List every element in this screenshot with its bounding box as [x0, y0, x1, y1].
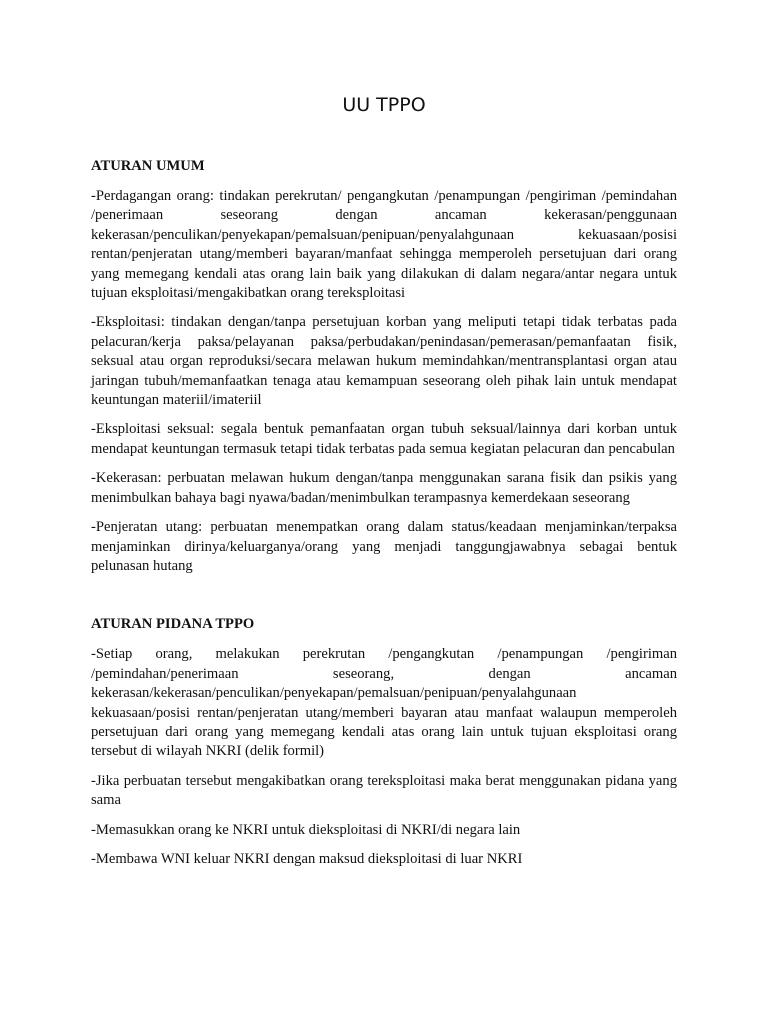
paragraph-setiap-orang: -Setiap orang, melakukan perekrutan /pengangkutan /penampungan /pengiriman /pemindahan/penerimaan seseorang, dengan ancaman kekerasan/kekerasan/penculikan/penyekapan/pemalsuan/penipuan/penyalahgunaan kekuasaan/posisi rentan/penjeratan utang/memberi bayaran atau manfaat walaupun memperoleh persetujuan dari orang yang memegang kendali atas orang lain untuk tujuan eksploitasi orang tersebut di wilayah NKRI (delik formil): [91, 646, 677, 760]
paragraph-eksploitasi-seksual: -Eksploitasi seksual: segala bentuk pemanfaatan organ tubuh seksual/lainnya dari korban untuk mendapat keuntungan termasuk tetapi tidak terbatas pada semua kegiatan pelacuran dan pencabulan: [91, 421, 677, 457]
section-aturan-pidana: [91, 615, 677, 869]
paragraph-memasukkan-orang: -Memasukkan orang ke NKRI untuk dieksploitasi di NKRI/di negara lain: [91, 821, 521, 838]
paragraph-akibat-eksploitasi: -Jika perbuatan tersebut mengakibatkan orang tereksploitasi maka berat menggunakan pidana yang sama: [91, 772, 677, 809]
section-spacer: [91, 586, 677, 615]
document-title: UU TPPO: [342, 94, 426, 116]
paragraph-eksploitasi: -Eksploitasi: tindakan dengan/tanpa persetujuan korban yang meliputi tetapi tidak terbatas pada pelacuran/kerja paksa/pelayanan paksa/perbudakan/penindasan/pemerasan/pemanfaatan fisik, seksual atau organ reproduksi/secara melawan hukum memindahkan/mentransplantasi organ atau jaringan tubuh/memanfaatkan tenaga atau kemampuan seseorang oleh pihak lain untuk mendapat keuntungan materiil/imateriil: [91, 314, 677, 409]
paragraph-penjeratan-utang: -Penjeratan utang: perbuatan menempatkan orang dalam status/keadaan menjaminkan/terpaksa menjaminkan dirinya/keluarganya/orang yang menjadi tanggungjawabnya sebagai bentuk pelunasan hutang: [91, 519, 677, 574]
paragraph-membawa-wni: -Membawa WNI keluar NKRI dengan maksud dieksploitasi di luar NKRI: [91, 850, 523, 867]
section-aturan-umum: [91, 157, 677, 576]
section-heading: ATURAN UMUM: [91, 158, 205, 174]
document-body: [91, 157, 677, 879]
paragraph-kekerasan: -Kekerasan: perbuatan melawan hukum dengan/tanpa menggunakan sarana fisik dan psikis yang menimbulkan bahaya bagi nyawa/badan/menimbulkan terampasnya kemerdekaan seseorang: [91, 470, 677, 506]
paragraph-perdagangan-orang: -Perdagangan orang: tindakan perekrutan/ pengangkutan /penampungan /pengiriman /pemindahan /penerimaan seseorang dengan ancaman kekerasan/penggunaan kekerasan/penculikan/penyekapan/pemalsuan/penipuan/penyalahgunaan kekuasaan/posisi rentan/penjeratan utang/memberi bayaran/manfaat sehingga memperoleh persetujuan dari orang yang memegang kendali atas orang lain baik yang dilakukan di dalam negara/antar negara untuk tujuan eksploitasi/mengakibatkan orang tereksploitasi: [91, 188, 677, 302]
section-heading: ATURAN PIDANA TPPO: [91, 616, 255, 633]
